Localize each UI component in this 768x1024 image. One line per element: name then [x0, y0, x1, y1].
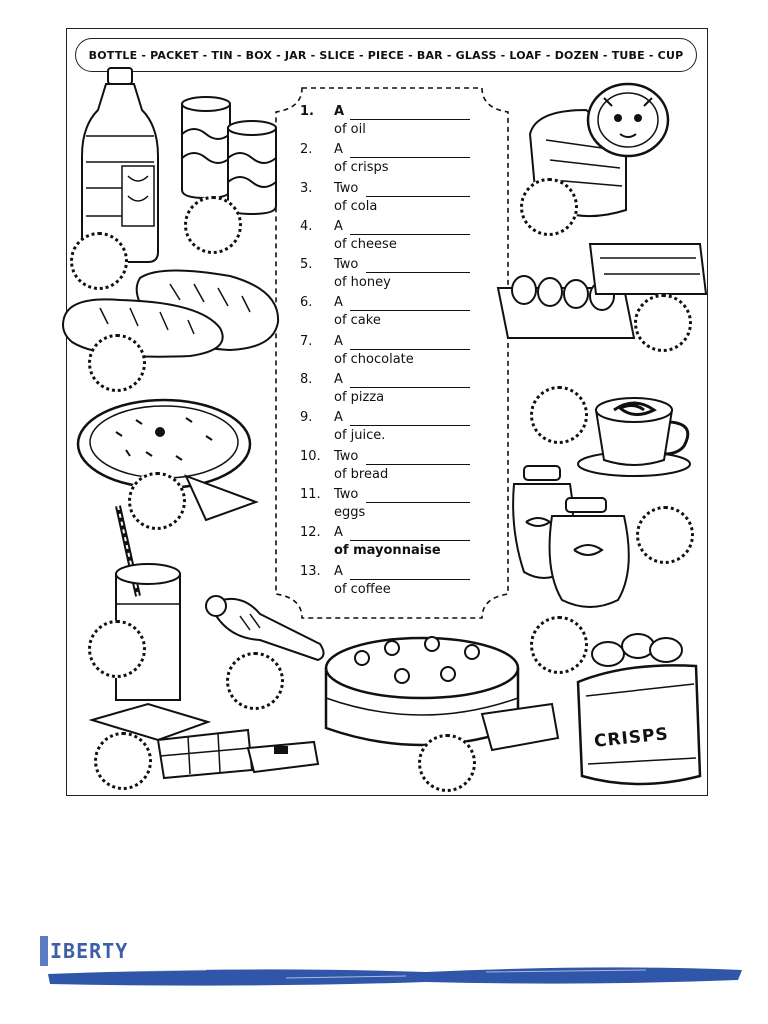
answer-blank[interactable]	[350, 119, 470, 120]
item-quantifier: Two	[334, 486, 359, 502]
item-number: 13.	[300, 563, 321, 579]
item-noun-phrase: of chocolate	[334, 351, 414, 367]
answer-circle[interactable]	[88, 334, 146, 392]
item-noun-phrase: eggs	[334, 504, 366, 520]
item-noun-phrase: of oil	[334, 122, 366, 137]
exercise-item	[300, 295, 490, 333]
exercise-item	[300, 142, 490, 180]
item-number: 4.	[300, 218, 313, 234]
exercise-item	[300, 449, 490, 487]
item-number: 5.	[300, 257, 313, 273]
crisps-packet-illustration	[568, 626, 704, 792]
answer-blank[interactable]	[350, 387, 470, 388]
answer-blank[interactable]	[350, 157, 470, 158]
word-bank: BOTTLE - PACKET - TIN - BOX - JAR - SLICE - PIECE - BAR - GLASS - LOAF - DOZEN - TUBE - CUP	[75, 38, 697, 72]
item-number: 8.	[300, 372, 313, 388]
item-quantifier: A	[334, 372, 343, 388]
answer-circle[interactable]	[94, 732, 152, 790]
answer-blank[interactable]	[350, 310, 470, 311]
exercise-item	[300, 257, 490, 295]
item-quantifier: Two	[334, 448, 359, 464]
honey-jars-illustration	[504, 460, 640, 610]
item-noun-phrase: of coffee	[334, 581, 391, 597]
item-quantifier: A	[334, 218, 343, 234]
item-quantifier: A	[334, 142, 343, 158]
exercise-item	[300, 525, 490, 563]
cola-tins-illustration	[176, 94, 288, 216]
item-noun-phrase: of pizza	[334, 390, 385, 406]
item-noun-phrase: of bread	[334, 466, 389, 482]
item-number: 7.	[300, 333, 313, 349]
item-number: 10.	[300, 448, 321, 464]
answer-blank[interactable]	[350, 425, 470, 426]
item-number: 12.	[300, 525, 321, 541]
item-quantifier: A	[334, 563, 343, 579]
answer-blank[interactable]	[366, 464, 470, 465]
item-noun-phrase: of cake	[334, 313, 381, 329]
crisps-packet-label: CRISPS	[593, 724, 670, 752]
answer-circle[interactable]	[184, 196, 242, 254]
item-noun-phrase: of juice.	[334, 428, 386, 444]
answer-circle[interactable]	[636, 506, 694, 564]
answer-blank[interactable]	[350, 579, 470, 580]
exercise-item	[300, 372, 490, 410]
exercise-item	[300, 104, 490, 142]
item-quantifier: A	[334, 295, 343, 311]
item-noun-phrase: of cheese	[334, 236, 397, 252]
answer-circle[interactable]	[634, 294, 692, 352]
exercise-item	[300, 410, 490, 448]
answer-blank[interactable]	[350, 349, 470, 350]
exercise-item	[300, 487, 490, 525]
item-noun-phrase: of mayonnaise	[334, 543, 441, 559]
item-number: 11.	[300, 486, 321, 502]
item-noun-phrase: of cola	[334, 198, 378, 214]
exercise-item	[300, 334, 490, 372]
item-number: 9.	[300, 410, 313, 426]
answer-blank[interactable]	[366, 502, 470, 503]
exercise-item	[300, 181, 490, 219]
answer-blank[interactable]	[366, 196, 470, 197]
item-quantifier: A	[334, 410, 343, 426]
item-number: 1.	[300, 104, 314, 119]
answer-circle[interactable]	[520, 178, 578, 236]
item-number: 2.	[300, 142, 313, 158]
item-noun-phrase: of crisps	[334, 160, 389, 176]
exercise-list	[300, 104, 490, 602]
brush-stroke-decoration	[46, 960, 746, 990]
item-quantifier: A	[334, 525, 343, 541]
answer-blank[interactable]	[350, 234, 470, 235]
answer-blank[interactable]	[350, 540, 470, 541]
answer-blank[interactable]	[366, 272, 470, 273]
answer-circle[interactable]	[88, 620, 146, 678]
answer-circle[interactable]	[530, 616, 588, 674]
item-number: 6.	[300, 295, 313, 311]
item-quantifier: A	[334, 104, 345, 119]
exercise-item	[300, 219, 490, 257]
answer-circle[interactable]	[418, 734, 476, 792]
item-quantifier: A	[334, 333, 343, 349]
item-quantifier: Two	[334, 257, 359, 273]
logo-text: IBERTY	[50, 939, 129, 963]
item-number: 3.	[300, 180, 313, 196]
answer-circle[interactable]	[530, 386, 588, 444]
item-noun-phrase: of honey	[334, 275, 391, 291]
item-quantifier: Two	[334, 180, 359, 196]
